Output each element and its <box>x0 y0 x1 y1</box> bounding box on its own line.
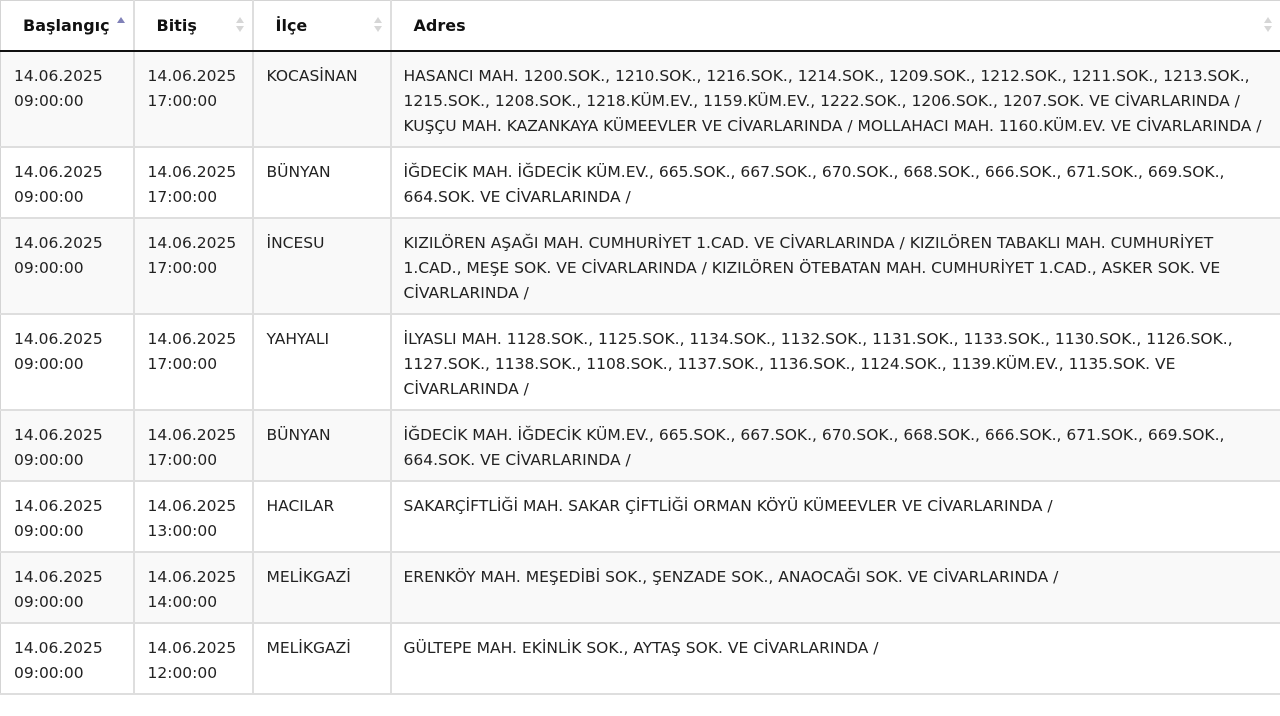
address-cell: İĞDECİK MAH. İĞDECİK KÜM.EV., 665.SOK., 667.SOK., 670.SOK., 668.SOK., 666.SOK., 671.SOK., 669.SOK., 664.SOK. VE CİVARLARINDA / <box>391 147 1280 218</box>
end-date: 14.06.2025 <box>147 66 237 85</box>
column-header-address-label: Adres <box>413 15 466 35</box>
end-date: 14.06.2025 <box>147 162 237 181</box>
district-cell: MELİKGAZİ <box>253 552 391 623</box>
district-cell: BÜNYAN <box>253 147 391 218</box>
sort-both-icon <box>1264 15 1272 35</box>
address-cell: GÜLTEPE MAH. EKİNLİK SOK., AYTAŞ SOK. VE CİVARLARINDA / <box>391 623 1280 694</box>
start-cell <box>1 314 134 410</box>
address-cell: İĞDECİK MAH. İĞDECİK KÜM.EV., 665.SOK., 667.SOK., 670.SOK., 668.SOK., 666.SOK., 671.SOK., 669.SOK., 664.SOK. VE CİVARLARINDA / <box>391 410 1280 481</box>
start-time: 09:00:00 <box>14 258 84 277</box>
column-header-district[interactable] <box>253 1 391 51</box>
sort-ascending-icon <box>117 15 125 35</box>
end-time: 17:00:00 <box>147 91 218 110</box>
end-cell <box>134 51 253 147</box>
table-body <box>1 51 1280 694</box>
end-date: 14.06.2025 <box>147 425 237 444</box>
table-row <box>1 552 1280 623</box>
end-time: 17:00:00 <box>147 187 218 206</box>
table-row <box>1 481 1280 552</box>
district-cell: KOCASİNAN <box>253 51 391 147</box>
district-cell: YAHYALI <box>253 314 391 410</box>
address-cell: KIZILÖREN AŞAĞI MAH. CUMHURİYET 1.CAD. VE CİVARLARINDA / KIZILÖREN TABAKLI MAH. CUMHURİYET 1.CAD., MEŞE SOK. VE CİVARLARINDA / KIZILÖREN ÖTEBATAN MAH. CUMHURİYET 1.CAD., ASKER SOK. VE CİVARLARINDA / <box>391 218 1280 314</box>
end-cell <box>134 147 253 218</box>
table-header <box>1 1 1280 51</box>
district-cell: İNCESU <box>253 218 391 314</box>
column-header-end[interactable] <box>134 1 253 51</box>
end-cell <box>134 410 253 481</box>
start-cell <box>1 218 134 314</box>
start-date: 14.06.2025 <box>14 233 103 252</box>
table-row <box>1 51 1280 147</box>
start-cell <box>1 51 134 147</box>
start-date: 14.06.2025 <box>14 496 103 515</box>
start-time: 09:00:00 <box>14 450 84 469</box>
start-date: 14.06.2025 <box>14 162 103 181</box>
table-row <box>1 314 1280 410</box>
start-time: 09:00:00 <box>14 592 84 611</box>
end-time: 17:00:00 <box>147 258 218 277</box>
district-cell: BÜNYAN <box>253 410 391 481</box>
start-date: 14.06.2025 <box>14 329 103 348</box>
sort-both-icon <box>236 15 244 35</box>
start-time: 09:00:00 <box>14 91 84 110</box>
start-cell <box>1 410 134 481</box>
end-date: 14.06.2025 <box>147 638 237 657</box>
sort-both-icon <box>374 15 382 35</box>
end-date: 14.06.2025 <box>147 496 237 515</box>
column-header-end-label: Bitiş <box>156 15 197 35</box>
address-cell: İLYASLI MAH. 1128.SOK., 1125.SOK., 1134.SOK., 1132.SOK., 1131.SOK., 1133.SOK., 1130.SOK., 1126.SOK., 1127.SOK., 1138.SOK., 1108.SOK., 1137.SOK., 1136.SOK., 1124.SOK., 1139.KÜM.EV., 1135.SOK. VE CİVARLARINDA / <box>391 314 1280 410</box>
start-date: 14.06.2025 <box>14 66 103 85</box>
end-time: 17:00:00 <box>147 450 218 469</box>
start-cell <box>1 147 134 218</box>
end-cell <box>134 314 253 410</box>
table-row <box>1 623 1280 694</box>
address-cell: HASANCI MAH. 1200.SOK., 1210.SOK., 1216.SOK., 1214.SOK., 1209.SOK., 1212.SOK., 1211.SOK., 1213.SOK., 1215.SOK., 1208.SOK., 1218.KÜM.EV., 1159.KÜM.EV., 1222.SOK., 1206.SOK., 1207.SOK. VE CİVARLARINDA / KUŞÇU MAH. KAZANKAYA KÜMEEVLER VE CİVARLARINDA / MOLLAHACI MAH. 1160.KÜM.EV. VE CİVARLARINDA / <box>391 51 1280 147</box>
start-cell <box>1 552 134 623</box>
end-cell <box>134 623 253 694</box>
start-cell <box>1 481 134 552</box>
district-cell: MELİKGAZİ <box>253 623 391 694</box>
table-row <box>1 218 1280 314</box>
end-cell <box>134 218 253 314</box>
district-cell: HACILAR <box>253 481 391 552</box>
table-row <box>1 410 1280 481</box>
end-cell <box>134 552 253 623</box>
start-cell <box>1 623 134 694</box>
address-cell: ERENKÖY MAH. MEŞEDİBİ SOK., ŞENZADE SOK., ANAOCAĞI SOK. VE CİVARLARINDA / <box>391 552 1280 623</box>
start-date: 14.06.2025 <box>14 567 103 586</box>
address-cell: SAKARÇİFTLİĞİ MAH. SAKAR ÇİFTLİĞİ ORMAN KÖYÜ KÜMEEVLER VE CİVARLARINDA / <box>391 481 1280 552</box>
column-header-address[interactable] <box>391 1 1280 51</box>
start-time: 09:00:00 <box>14 354 84 373</box>
header-row <box>1 1 1280 51</box>
start-time: 09:00:00 <box>14 663 84 682</box>
start-time: 09:00:00 <box>14 521 84 540</box>
end-time: 12:00:00 <box>147 663 218 682</box>
end-cell <box>134 481 253 552</box>
end-date: 14.06.2025 <box>147 567 237 586</box>
end-date: 14.06.2025 <box>147 233 237 252</box>
start-date: 14.06.2025 <box>14 425 103 444</box>
start-time: 09:00:00 <box>14 187 84 206</box>
column-header-district-label: İlçe <box>275 15 308 35</box>
end-time: 13:00:00 <box>147 521 218 540</box>
column-header-start-label: Başlangıç <box>23 15 110 35</box>
column-header-start[interactable] <box>1 1 134 51</box>
table-row <box>1 147 1280 218</box>
start-date: 14.06.2025 <box>14 638 103 657</box>
end-time: 14:00:00 <box>147 592 218 611</box>
end-time: 17:00:00 <box>147 354 218 373</box>
end-date: 14.06.2025 <box>147 329 237 348</box>
